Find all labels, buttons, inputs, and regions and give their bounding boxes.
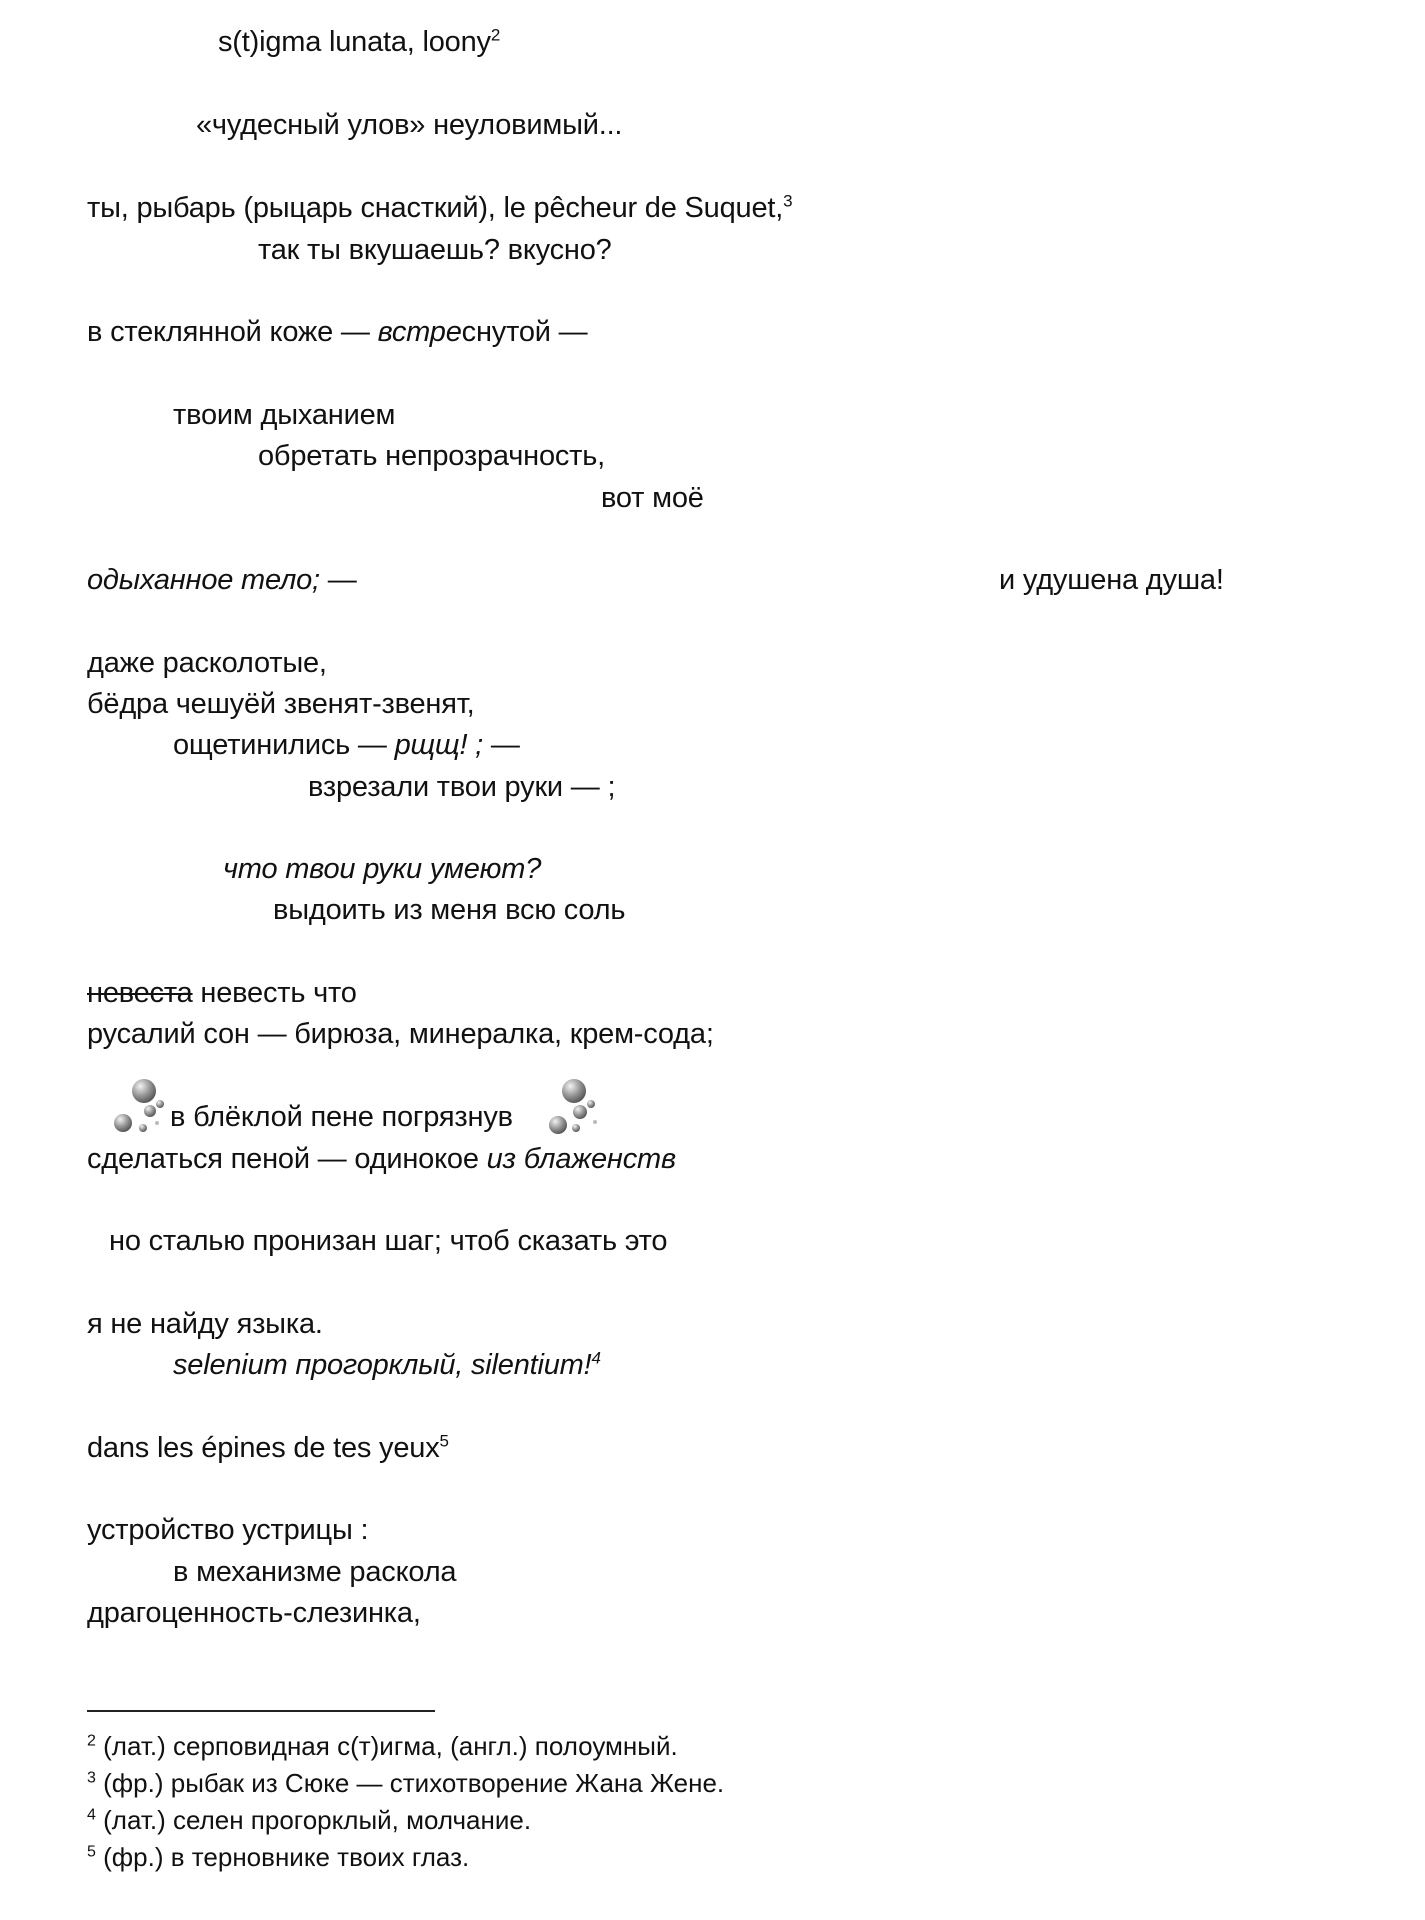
footnote-5 — [87, 1841, 469, 1873]
poem-line-25 — [173, 1554, 456, 1590]
poem-line-7 — [258, 438, 605, 474]
italic-text: из блаженств — [486, 1143, 676, 1175]
italic-text: одыханное тело; — [87, 564, 320, 596]
footnote-text: (фр.) рыбак из Сюке — стихотворение Жана Жене. — [95, 1768, 725, 1798]
footnote-separator — [87, 1710, 435, 1712]
italic-text: что твои руки умеют? — [223, 853, 542, 885]
line-text: устройство устрицы : — [87, 1514, 369, 1546]
poem-line-19 — [87, 1141, 676, 1177]
line-text: драгоценность-слезинка, — [87, 1597, 421, 1629]
line-text: вот моё — [601, 482, 704, 514]
line-text: сделаться пеной — одинокое — [87, 1143, 487, 1175]
line-text: твоим дыханием — [173, 399, 396, 431]
poem-line-9 — [87, 562, 357, 598]
line-text: взрезали твои руки — ; — [308, 771, 616, 803]
poem-line-23 — [87, 1430, 449, 1466]
line-text: бёдра чешуёй звенят-звенят, — [87, 688, 475, 720]
footnote-mark: 2 — [87, 1732, 96, 1750]
footnote-text: (лат.) селен прогорклый, молчание. — [95, 1805, 532, 1835]
line-text: снутой — — [461, 316, 588, 348]
line-text: но сталью пронизан шаг; чтоб сказать это — [109, 1225, 668, 1257]
poem-line-11 — [87, 686, 474, 722]
poem-line-12 — [173, 727, 520, 763]
footnote-2 — [87, 1730, 678, 1762]
line-text: обретать непрозрачность, — [258, 440, 606, 472]
italic-text: selenium прогорклый, silentium! — [173, 1349, 592, 1381]
poem-line-10 — [87, 645, 327, 681]
struck-text: невеста — [87, 977, 193, 1009]
bubbles-icon — [544, 1077, 604, 1137]
line-text: s(t)igma lunata, loony — [218, 26, 491, 58]
footnote-ref: 5 — [439, 1431, 449, 1451]
footnote-ref: 2 — [490, 25, 501, 45]
italic-text: рщщ! ; — [394, 729, 484, 761]
line-text: в механизме раскола — [173, 1556, 457, 1588]
poem-line-26 — [87, 1595, 421, 1631]
poem-line-22 — [173, 1347, 601, 1383]
poem-line-5 — [87, 314, 587, 350]
poem-line-3 — [87, 190, 792, 226]
line-text: в блёклой пене погрязнув — [170, 1101, 513, 1133]
line-text: «чудесный улов» неуловимый... — [196, 109, 623, 141]
line-text: невесть что — [192, 977, 357, 1009]
poem-line-13 — [308, 769, 615, 805]
poem-line-15 — [273, 892, 625, 928]
line-text: так ты вкушаешь? вкусно? — [258, 234, 612, 266]
poem-line-24 — [87, 1512, 368, 1548]
line-text: и удушена душа! — [999, 564, 1224, 596]
poem-line-20 — [109, 1223, 667, 1259]
line-text: — — [483, 729, 520, 761]
poem-line-18 — [170, 1099, 513, 1135]
footnote-text: (лат.) серповидная с(т)игма, (англ.) полоумный. — [95, 1731, 678, 1761]
poem-line-17 — [87, 1016, 714, 1052]
poem-line-14 — [223, 851, 541, 887]
footnote-3 — [87, 1767, 724, 1799]
footnote-mark: 3 — [87, 1769, 96, 1787]
line-text: dans les épines de tes yeux — [87, 1432, 440, 1464]
footnote-mark: 5 — [87, 1843, 96, 1861]
line-text: я не найду языка. — [87, 1308, 323, 1340]
line-text: — — [319, 564, 357, 596]
poem-line-21 — [87, 1306, 323, 1342]
line-text: даже расколотые, — [87, 647, 327, 679]
poem-line-6 — [173, 397, 395, 433]
bubbles-icon — [112, 1077, 172, 1137]
line-text: ощетинились — — [173, 729, 395, 761]
poem-line-4 — [258, 232, 612, 268]
poem-line-1 — [218, 24, 500, 60]
poem-line-8 — [601, 480, 704, 516]
line-text: в стеклянной коже — — [87, 316, 378, 348]
italic-text: встре — [377, 316, 462, 348]
footnote-text: (фр.) в терновнике твоих глаз. — [95, 1842, 470, 1872]
line-text: ты, рыбарь (рыцарь снасткий), le pêcheur de Suquet, — [87, 192, 784, 224]
poem-line-16 — [87, 975, 357, 1011]
poem-line-9-right — [999, 562, 1224, 598]
line-text: выдоить из меня всю соль — [273, 894, 626, 926]
footnote-ref: 4 — [591, 1348, 601, 1368]
footnote-ref: 3 — [783, 191, 793, 211]
line-text: русалий сон — бирюза, минералка, крем-сода; — [87, 1018, 714, 1050]
footnote-4 — [87, 1804, 531, 1836]
footnote-mark: 4 — [87, 1806, 96, 1824]
poem-line-2 — [196, 107, 622, 143]
